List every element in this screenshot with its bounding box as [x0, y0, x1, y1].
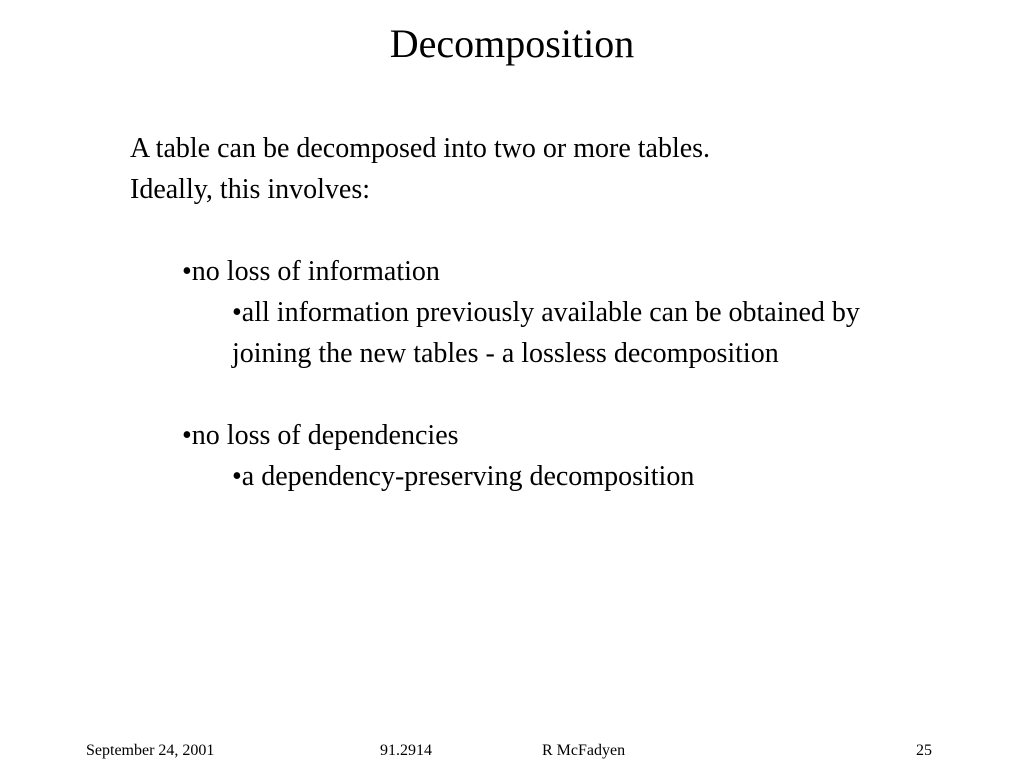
sub-bullet-lossless-decomposition: •all information previously available can be obtained by joining the new tables - a lossless decomposition [232, 297, 860, 369]
footer-page-number: 25 [916, 742, 932, 759]
sub-bullet-dependency-preserving: •a dependency-preserving decomposition [232, 461, 695, 492]
intro-line-2: Ideally, this involves: [130, 174, 371, 205]
footer-author: R McFadyen [542, 742, 626, 759]
bullet-group-information [130, 251, 930, 374]
bullet-no-loss-information: •no loss of information [182, 256, 440, 287]
footer-course-number: 91.2914 [380, 742, 432, 759]
slide-body [130, 128, 930, 497]
slide-title: Decomposition [389, 21, 635, 66]
bullet-no-loss-dependencies: •no loss of dependencies [182, 420, 459, 451]
bullet-group-dependencies [130, 415, 930, 497]
footer-date: September 24, 2001 [86, 742, 215, 759]
intro-line-1: A table can be decomposed into two or more tables. [130, 133, 711, 164]
